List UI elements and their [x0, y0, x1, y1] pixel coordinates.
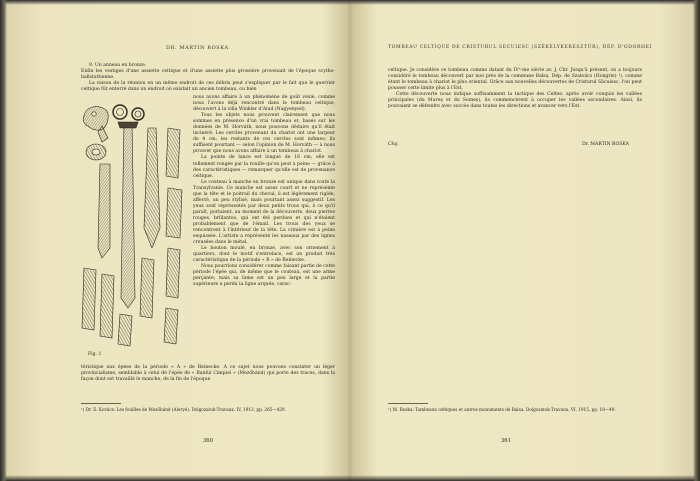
left-bottom-text [81, 365, 335, 383]
left-top-text [81, 63, 335, 93]
paragraph: Le bouton moulé, en bronze, avec son ornement à quartiers, dont le motif s'entrelace, est un produit très caractéristique de la période « B » de Reinecke. [193, 246, 335, 264]
paragraph: La raison de la réunion en un même endroit de ces débris peut s'expliquer par le fait que le guerrier celtique fût enterré dans un endroit où existait un ancien tombeau, ou bien [81, 81, 335, 93]
sword [118, 122, 138, 308]
paragraph: La pointe de lance est longue de 16 cm; elle est tellement rongée par la rouille qu'on peut à peine — grâce à des caractéristiques — remarquer qu'elle est de provenance celtique. [193, 155, 335, 179]
footnote-rule [388, 403, 428, 404]
paragraph: Nous pourrions considérer comme faisant partie de cette période l'épée qui, de même que le couteau, est une arme perçante; mais sa lame est un peu large et la partie supérieure a perdu la ligne arquée, carac- [193, 264, 335, 288]
paragraph: Le couteau à manche en bronze est unique dans toute la Transylvanie. Ce manche est assez court et ne représente que la tête et le poitrail du cheval; il est légèrement rigide, affecté, un peu stylisé, mais pourtant assez suggestif. Les yeux sont représentés par deux petits trous qui, à ce qu'il paraît, portaient, au moment de la découverte, deux pierres rouges, brillantes, qui ont été perdues et qui n'étaient probablement que de l'émail. Les trous des yeux se rencontrent à l'intérieur de la tête. La crinière est à peine esquissée. L'artiste a représenté les naseaux par des lignes creusées dans le métal. [193, 179, 335, 246]
signature-name: Dr. MARTIN ROSKA [582, 142, 629, 147]
right-page [350, 0, 700, 481]
left-footnote: ¹) Dr. E. Kovács: Les fouilles de Mezőbánd (Aleryé). Dolgozatok-Travaux. IV, 1913, pp. 265—429. [81, 407, 286, 412]
paragraph: Enfin les vestiges d'une assiette celtique et d'une assiette plus grossière provenant de l'époque scytho-hallstattienne. [81, 69, 335, 81]
right-page-number: 361 [501, 438, 511, 444]
right-running-head: TOMBEAU CELTIQUE DE CRISTURUL SECUIESC (SZÉKELYKERESZTÚR), DÉP. D'ODORHEI [388, 45, 652, 50]
signature-place: Cluj. [388, 142, 399, 147]
paragraph: Tous les objets nous prouvent clairement que nous sommes en présence d'un vrai tombeau et, basés sur les données de M. Horváth, nous pouvons déduire qu'il était incinéré. Les cercles provenant du chariot ont une largeur de 4 cm; les restants de ces cercles sont infimes; ils suffisent pourtant — selon l'opinion de M. Horváth — à nous prouver que nous avons affaire à un tombeau à chariot. [193, 113, 335, 155]
paragraph: nous avons affaire à un phénomène de goût vexié, comme nous l'avons déjà rencontré dans le tombeau celtique, découvert à la villa Winkler d'Aiud (Nagyenyed). [193, 95, 335, 113]
bronze-button [86, 144, 106, 160]
knife-blade [98, 164, 110, 258]
figure-artifacts-illustration [80, 98, 190, 350]
right-footnote: ¹) M. Roska: Tombeaux celtiques et autres monuments de Balsa. Dolgozatok-Travaux, VI, 1915, pp. 18—49. [388, 407, 616, 412]
paragraph: celtique. Je considère ce tombeau comme datant du IVᵉ-me siècle av. J. Chr. Jusqu'à présent, on a toujours considéré le tombeau découvert par moi près de la commune Balsa, Dép. de Szabolcs (Hongrie) ¹), comme étant le tombeau à chariot le plus oriental. Grâce aux nouvelles découvertes de Cristurul Săcuiesc, l'on peut pousser cette limite plus à l'Est. [388, 68, 642, 92]
left-running-head: DR. MARTIN ROSKA [166, 45, 229, 51]
left-page-number: 360 [203, 438, 213, 444]
figure-caption: Fig. 1 [88, 352, 102, 357]
paragraph: Cette découverte nous indique suffisamment la tactique des Celtes: après avoir conquis les vallées principales (du Mureș et du Someș), ils commencèrent à occuper les vallées secondaires. Ainsi, ils pouvaient se défendre avec succès dans toutes les directions et avancer vers l'Est. [388, 92, 642, 110]
paragraph: téristique aux épées de la période « A » de Reinecke. A ce sujet nous pouvons constater un léger provincialisme, semblable à celui de l'épée de « Banful Cimpiei » (Mezőbánd) qui porte des traces, dans la façon dont est travaillé le manche, de la fin de l'époque [81, 365, 335, 383]
footnote-rule [81, 403, 121, 404]
horse-knife-handle [83, 107, 108, 142]
lance-point [144, 128, 160, 248]
left-column-text [193, 95, 335, 289]
paragraph: 9. Un anneau en bronze. [89, 63, 147, 68]
right-body-text [388, 68, 642, 110]
bronze-rings [113, 105, 144, 120]
artifacts-drawing [80, 98, 190, 350]
